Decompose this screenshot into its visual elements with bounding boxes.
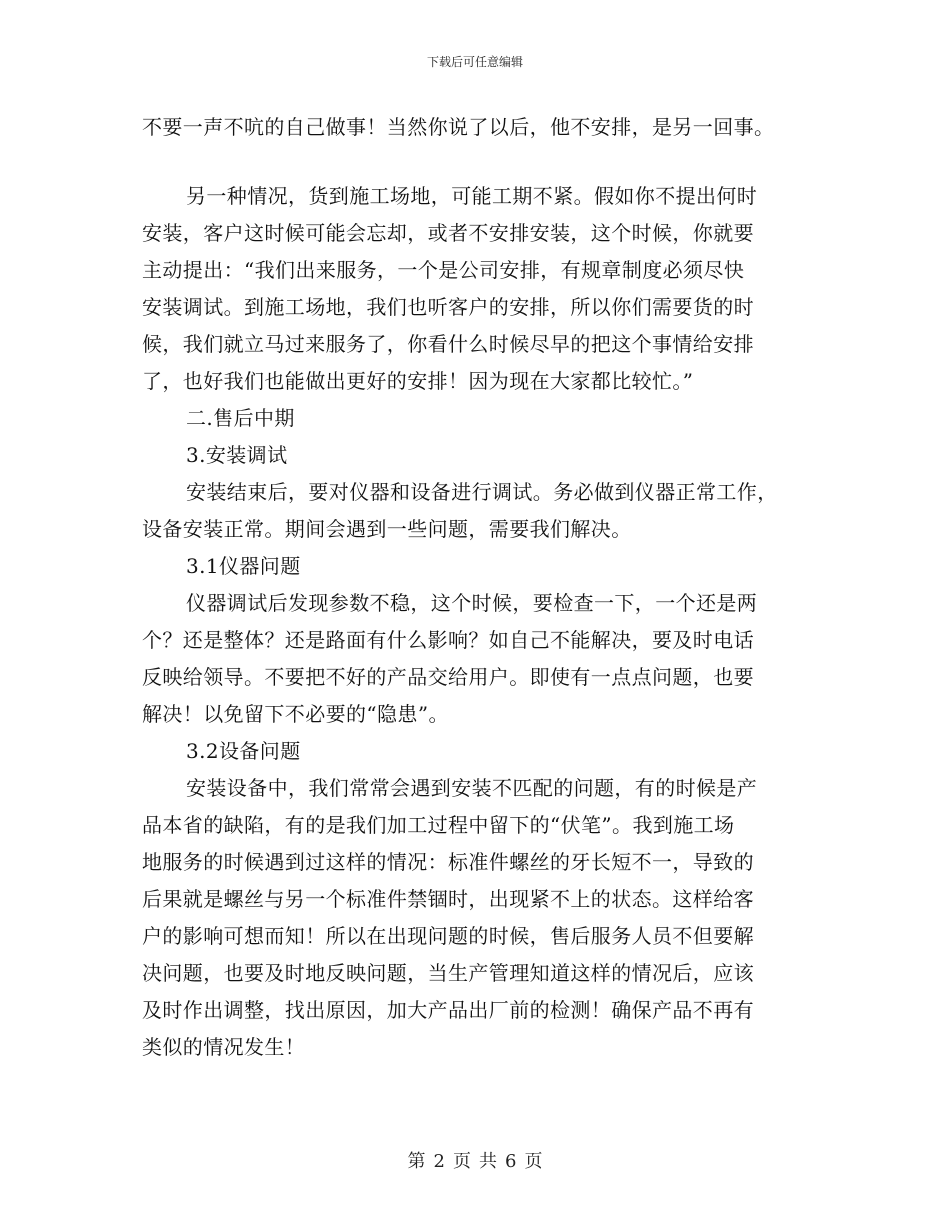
body-line: 设备安装正常。期间会遇到一些问题，需要我们解决。 bbox=[142, 517, 632, 541]
total-label: 共 bbox=[479, 1151, 497, 1172]
body-line: 候，我们就立马过来服务了，你看什么时候尽早的把这个事情给安排 bbox=[142, 332, 754, 356]
section-heading: 二.售后中期 bbox=[186, 406, 295, 430]
body-line: 仪器调试后发现参数不稳，这个时候，要检查一下，一个还是两 bbox=[186, 591, 758, 615]
subsection-heading: 3.安装调试 bbox=[186, 443, 288, 467]
subsection-heading: 3.1仪器问题 bbox=[186, 554, 301, 578]
body-line: 类似的情况发生！ bbox=[142, 1035, 306, 1059]
body-line: 安装设备中，我们常常会遇到安装不匹配的问题，有的时候是产 bbox=[186, 776, 758, 800]
body-line: 品本省的缺陷，有的是我们加工过程中留下的“伏笔”。我到施工场 bbox=[142, 813, 735, 837]
page-header: 下载后可任意编辑 bbox=[426, 55, 523, 69]
body-line: 不要一声不吭的自己做事！当然你说了以后，他不安排，是另一回事。 bbox=[142, 115, 775, 139]
document-body bbox=[142, 109, 798, 1066]
body-line: 安装，客户这时候可能会忘却，或者不安排安装，这个时候，你就要 bbox=[142, 221, 754, 245]
page-label-prefix: 第 bbox=[407, 1151, 426, 1172]
page-footer bbox=[0, 1150, 950, 1174]
body-line: 安装调试。到施工场地，我们也听客户的安排，所以你们需要货的时 bbox=[142, 295, 754, 319]
body-line: 户的影响可想而知！所以在出现问题的时候，售后服务人员不但要解 bbox=[142, 924, 754, 948]
body-line: 主动提出：“我们出来服务，一个是公司安排，有规章制度必须尽快 bbox=[142, 258, 745, 282]
body-line: 解决！以免留下不必要的“隐患”。 bbox=[142, 702, 449, 726]
body-line: 决问题，也要及时地反映问题，当生产管理知道这样的情况后，应该 bbox=[142, 961, 754, 985]
paragraph-gap bbox=[142, 146, 798, 178]
current-page-number: 2 bbox=[433, 1151, 445, 1172]
body-line: 及时作出调整，找出原因，加大产品出厂前的检测！确保产品不再有 bbox=[142, 998, 754, 1022]
page-label-suffix: 页 bbox=[524, 1151, 543, 1172]
body-line: 了，也好我们也能做出更好的安排！因为现在大家都比较忙。” bbox=[142, 369, 694, 393]
subsection-heading: 3.2设备问题 bbox=[186, 739, 301, 763]
body-line: 安装结束后，要对仪器和设备进行调试。务必做到仪器正常工作， bbox=[186, 480, 778, 504]
body-line: 另一种情况，货到施工场地，可能工期不紧。假如你不提出何时 bbox=[186, 184, 758, 208]
body-line: 地服务的时候遇到过这样的情况：标准件螺丝的牙长短不一，导致的 bbox=[142, 850, 754, 874]
body-line: 个？还是整体？还是路面有什么影响？如自己不能解决，要及时电话 bbox=[142, 628, 754, 652]
body-line: 后果就是螺丝与另一个标准件禁锢时，出现紧不上的状态。这样给客 bbox=[142, 887, 754, 911]
page-label-mid: 页 bbox=[453, 1151, 471, 1172]
body-line: 反映给领导。不要把不好的产品交给用户。即使有一点点问题，也要 bbox=[142, 665, 754, 689]
total-pages-number: 6 bbox=[505, 1151, 517, 1172]
